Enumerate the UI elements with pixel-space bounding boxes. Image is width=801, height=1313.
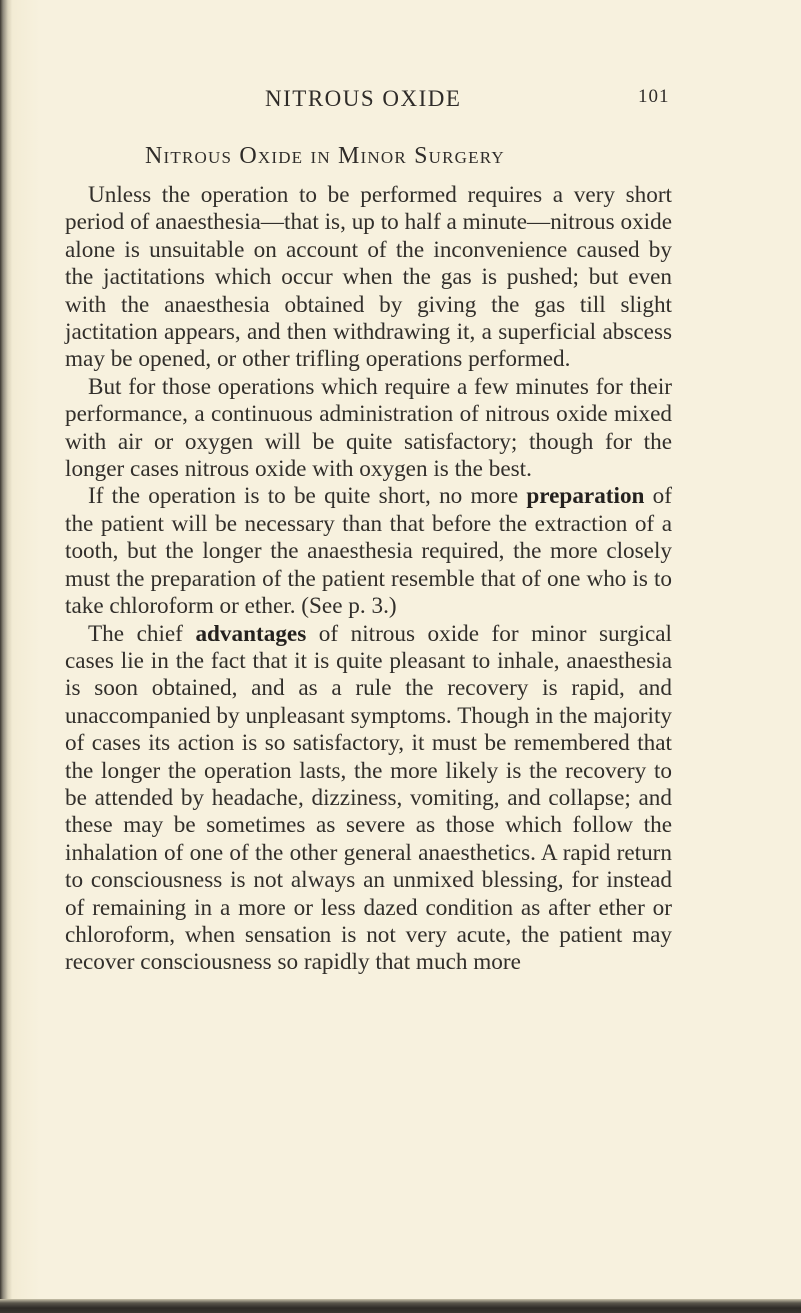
section-heading: Nitrous Oxide in Minor Surgery	[145, 143, 505, 169]
bold-term-preparation: preparation	[526, 483, 645, 510]
paragraph-3-after: of the patient will be necessary than that before the extraction of a tooth, but the longer the anaesthesia required, the more closely must the preparation of the patient resemble that of one who is to take chloroform or ether. (See p. 3.)	[65, 483, 672, 620]
paragraph-1: Unless the operation to be performed requires a very short period of anaesthesia—that is, up to half a minute—nitrous oxide alone is unsuitable on account of the inconvenience caused by the jactitations which occur when the gas is pushed; but even with the anaesthesia obtained by giving the gas till slight jactitation appears, and then withdrawing it, a superficial abscess may be opened, or other trifling operations performed.	[65, 182, 672, 373]
page-number: 101	[638, 86, 670, 107]
page-gutter-shadow	[0, 0, 12, 1313]
paragraph-3	[65, 483, 672, 620]
paragraph-3-before: If the operation is to be quite short, no more	[88, 483, 527, 510]
paragraph-4-after: of nitrous oxide for minor surgical cases lie in the fact that it is quite pleasant to inhale, anaesthesia is soon obtained, and as a rule the recovery is rapid, and unaccompanied by unpleasant symptoms. Though in the majority of cases its action is so satisfactory, it must be remembered that the longer the operation lasts, the more likely is the recovery to be attended by headache, dizziness, vomiting, and collapse; and these may be sometimes as severe as those which follow the inhalation of one of the other general anaesthetics. A rapid return to consciousness is not always an unmixed blessing, for instead of remaining in a more or less dazed condition as after ether or chloroform, when sensation is not very acute, the patient may recover consciousness so rapidly that much more	[65, 620, 673, 976]
paragraph-4-before: The chief	[88, 620, 196, 647]
running-head	[0, 86, 801, 116]
paragraph-4	[65, 621, 672, 977]
body-text	[65, 182, 672, 977]
scan-bottom-edge	[0, 1299, 801, 1313]
bold-term-advantages: advantages	[195, 620, 307, 647]
running-title: NITROUS OXIDE	[265, 86, 462, 111]
paragraph-2: But for those operations which require a few minutes for their performance, a continuous administration of nitrous oxide mixed with air or oxygen will be quite satisfactory; though for the longer cases nitrous oxide with oxygen is the best.	[65, 373, 672, 483]
